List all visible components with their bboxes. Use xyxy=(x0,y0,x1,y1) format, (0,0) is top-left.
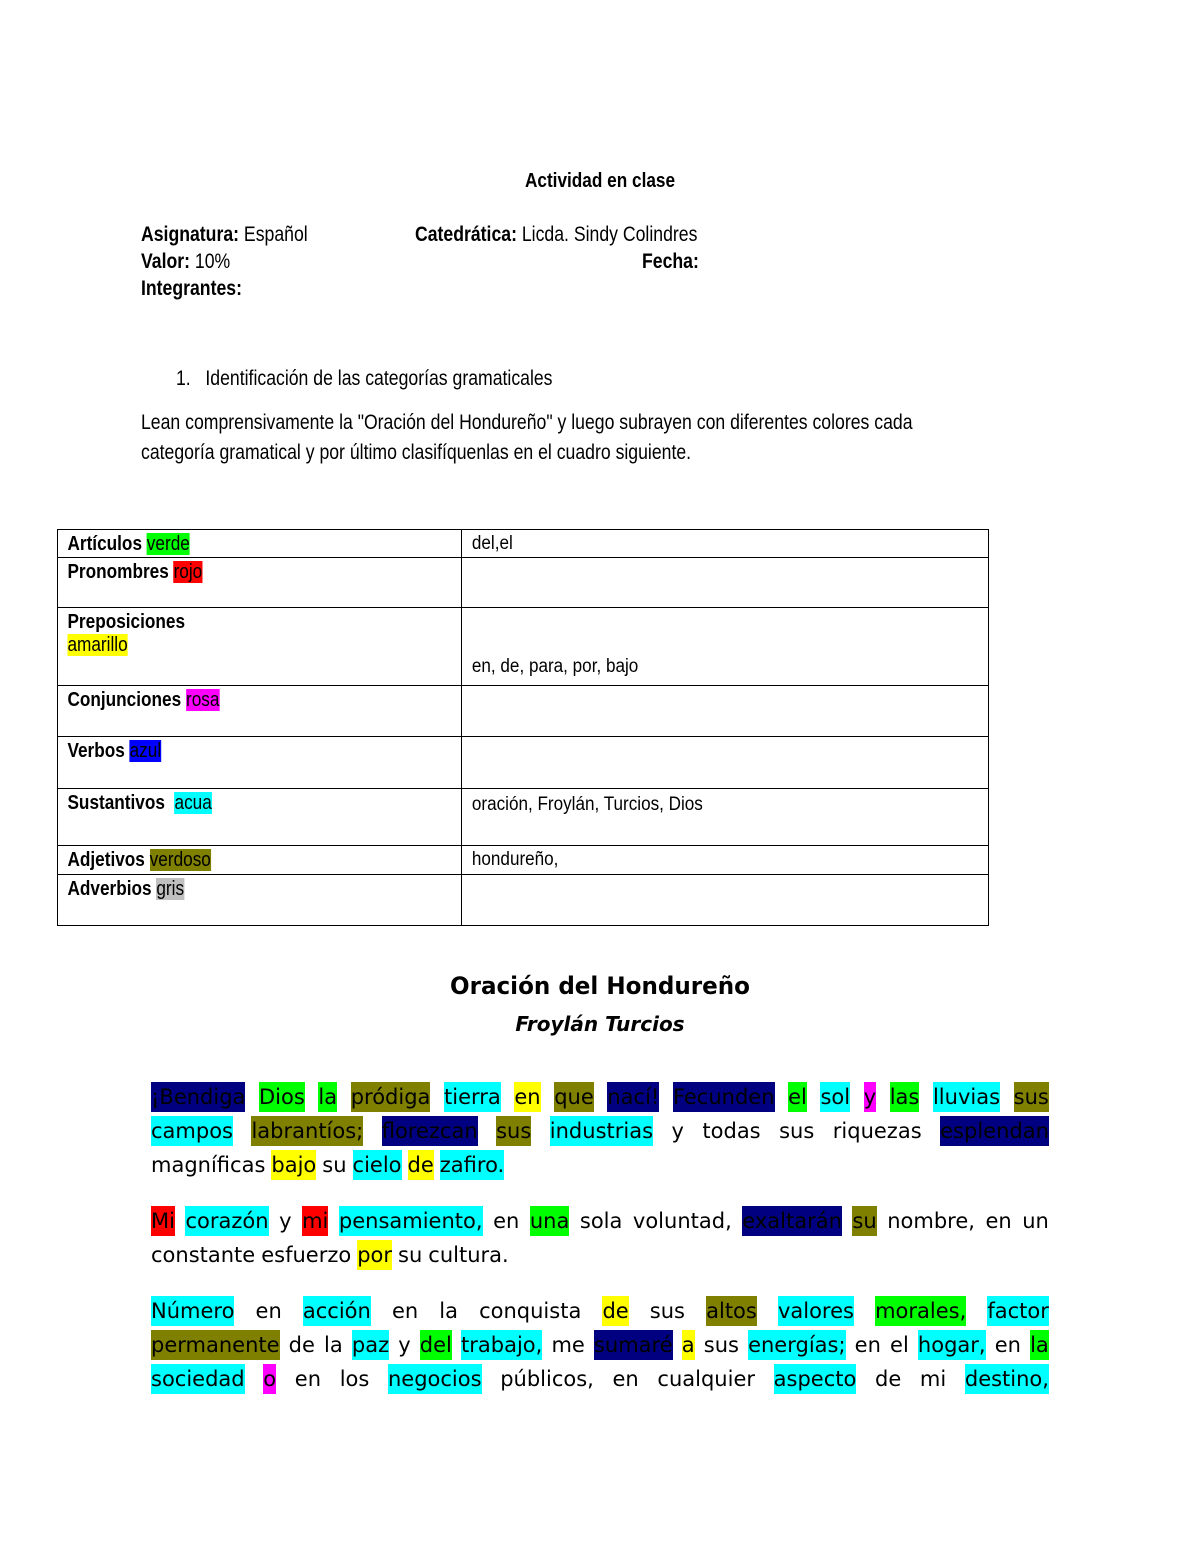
color-highlight-label: azul xyxy=(129,740,162,762)
category-examples: oración, Froylán, Turcios, Dios xyxy=(471,794,703,815)
poem-word: de xyxy=(408,1150,434,1180)
poem-word: conquista xyxy=(479,1299,582,1323)
category-name: Conjunciones xyxy=(67,689,182,711)
category-label-group xyxy=(58,789,212,815)
poem-word: sus xyxy=(703,1333,739,1357)
category-examples-cell xyxy=(462,737,989,789)
poem-word: públicos, xyxy=(500,1367,594,1391)
color-highlight-label: verde xyxy=(146,533,190,555)
poem-word: sus xyxy=(496,1116,531,1146)
category-cell xyxy=(58,737,462,789)
poem-word: Número xyxy=(151,1296,234,1326)
table-row xyxy=(58,846,989,875)
category-cell xyxy=(58,530,462,558)
category-cell xyxy=(58,875,462,926)
poem-word: sus xyxy=(1014,1082,1049,1112)
poem-word: sumaré xyxy=(594,1330,673,1360)
table-row xyxy=(58,608,989,686)
category-name: Preposiciones xyxy=(67,611,186,633)
poem-word: labrantíos; xyxy=(251,1116,363,1146)
category-label-group xyxy=(58,846,211,872)
poem-word: valores xyxy=(778,1296,854,1326)
poem-word: aspecto xyxy=(774,1364,857,1394)
poem-word: una xyxy=(530,1206,570,1236)
poem-word: en xyxy=(514,1082,540,1112)
category-cell xyxy=(58,789,462,846)
fecha-label: Fecha: xyxy=(642,250,699,273)
poem-word: florezcan xyxy=(382,1116,478,1146)
poem-word: paz xyxy=(352,1330,389,1360)
color-highlight-label: amarillo xyxy=(67,634,128,656)
category-name: Adjetivos xyxy=(67,849,145,871)
poem-word: Mi xyxy=(151,1206,175,1236)
poem-word: destino, xyxy=(965,1364,1049,1394)
category-examples: hondureño, xyxy=(471,849,559,870)
poem-word: industrias xyxy=(550,1116,653,1146)
category-name: Pronombres xyxy=(67,561,169,583)
category-examples: del,el xyxy=(471,533,513,554)
poem-line xyxy=(151,1116,1049,1146)
color-highlight-label: gris xyxy=(156,878,185,900)
poem-word: exaltarán xyxy=(742,1206,842,1236)
poem-word: constante xyxy=(151,1243,256,1267)
table-row xyxy=(58,686,989,737)
poem-word: en xyxy=(612,1367,639,1391)
poem-word: sola xyxy=(579,1209,623,1233)
poem-word: voluntad, xyxy=(632,1209,732,1233)
poem-word: mi xyxy=(302,1206,328,1236)
category-examples-cell xyxy=(462,608,989,686)
poem-word: las xyxy=(890,1082,920,1112)
list-item-text: Identificación de las categorías gramaticales xyxy=(205,367,553,390)
category-label-group xyxy=(58,558,202,584)
poem-word: su xyxy=(322,1153,347,1177)
poem-word: morales, xyxy=(875,1296,966,1326)
poem-word: corazón xyxy=(185,1206,268,1236)
poem-word: me xyxy=(551,1333,585,1357)
poem-word: un xyxy=(1022,1209,1049,1233)
poem-word: en xyxy=(854,1333,881,1357)
instruction-list-item xyxy=(176,367,553,391)
category-name: Sustantivos xyxy=(67,792,165,814)
poem-word: del xyxy=(420,1330,452,1360)
category-examples-cell xyxy=(462,530,989,558)
poem-word: permanente xyxy=(151,1330,280,1360)
poem-word: cultura. xyxy=(428,1243,509,1267)
poem-word: negocios xyxy=(388,1364,482,1394)
poem-word: y xyxy=(398,1333,411,1357)
poem-line xyxy=(151,1364,1049,1394)
poem-word: nombre, xyxy=(887,1209,975,1233)
poem-word: y xyxy=(671,1119,684,1143)
catedratica-label: Catedrática: xyxy=(415,223,517,246)
category-label-group xyxy=(58,875,184,901)
poem-line xyxy=(151,1240,1049,1270)
poem-word: por xyxy=(357,1240,392,1270)
poem-word: y xyxy=(864,1082,876,1112)
poem-word: la xyxy=(324,1333,343,1357)
poem-line xyxy=(151,1206,1049,1236)
integrantes-line xyxy=(141,277,242,301)
instructions-line-2: categoría gramatical y por último clasifíquenlas en el cuadro siguiente. xyxy=(141,441,692,464)
poem-word: esplendan xyxy=(940,1116,1049,1146)
poem-word: factor xyxy=(987,1296,1049,1326)
asignatura-label: Asignatura: xyxy=(141,223,240,246)
poem-word: cualquier xyxy=(657,1367,755,1391)
poem-word: nací! xyxy=(607,1082,659,1112)
category-name: Artículos xyxy=(67,533,143,555)
asignatura-value: Español xyxy=(243,223,308,246)
poem-line xyxy=(151,1082,1049,1112)
category-cell xyxy=(58,846,462,875)
valor-line xyxy=(141,250,230,274)
valor-value: 10% xyxy=(194,250,231,273)
table-row xyxy=(58,875,989,926)
poem-word: esfuerzo xyxy=(261,1243,352,1267)
poem-word: su xyxy=(398,1243,423,1267)
poem-word: de xyxy=(602,1296,628,1326)
poem-word: sol xyxy=(820,1082,850,1112)
poem-line xyxy=(151,1330,1049,1360)
poem-word: Fecunden xyxy=(673,1082,775,1112)
table-row xyxy=(58,737,989,789)
poem-word: de xyxy=(288,1333,315,1357)
poem-word: riquezas xyxy=(832,1119,922,1143)
poem-word: mi xyxy=(919,1367,947,1391)
poem-word: de xyxy=(875,1367,902,1391)
poem-word: a xyxy=(682,1330,695,1360)
poem-word: zafiro. xyxy=(440,1150,504,1180)
poem-word: todas xyxy=(702,1119,761,1143)
poem-word: en xyxy=(255,1299,282,1323)
poem-word: lluvias xyxy=(933,1082,1000,1112)
poem-word: pensamiento, xyxy=(339,1206,483,1236)
poem-word: en xyxy=(994,1333,1021,1357)
color-highlight-label: acua xyxy=(174,792,212,814)
poem-word: en xyxy=(493,1209,520,1233)
poem-word: tierra xyxy=(444,1082,501,1112)
table-row xyxy=(58,789,989,846)
poem-word: en xyxy=(391,1299,419,1323)
poem-line xyxy=(151,1150,1049,1180)
asignatura-line xyxy=(141,223,308,247)
category-label-group xyxy=(58,737,161,763)
poem-word: Dios xyxy=(259,1082,305,1112)
poem-word: en xyxy=(294,1367,322,1391)
instructions-line-1: Lean comprensivamente la "Oración del Hondureño" y luego subrayen con diferentes colores cada xyxy=(141,411,913,434)
poem-word: sus xyxy=(649,1299,685,1323)
category-examples-cell xyxy=(462,789,989,846)
integrantes-label: Integrantes: xyxy=(141,277,242,300)
table-row xyxy=(58,558,989,608)
catedratica-line xyxy=(415,223,697,247)
poem-word: la xyxy=(439,1299,458,1323)
catedratica-value: Licda. Sindy Colindres xyxy=(521,223,698,246)
poem-word: que xyxy=(554,1082,594,1112)
list-number: 1. xyxy=(176,367,191,390)
category-label-group xyxy=(58,530,190,556)
poem-word: ¡Bendiga xyxy=(151,1082,245,1112)
category-examples-cell xyxy=(462,875,989,926)
color-highlight-label: verdoso xyxy=(149,849,211,871)
poem-word: los xyxy=(339,1367,370,1391)
category-examples-cell xyxy=(462,558,989,608)
category-table xyxy=(57,529,989,926)
poem-word: magníficas xyxy=(151,1153,266,1177)
category-cell xyxy=(58,686,462,737)
poem-word: pródiga xyxy=(351,1082,431,1112)
poem-line xyxy=(151,1296,1049,1326)
poem-word: hogar, xyxy=(918,1330,986,1360)
poem-word: campos xyxy=(151,1116,233,1146)
category-name: Adverbios xyxy=(67,878,152,900)
category-examples-cell xyxy=(462,846,989,875)
color-highlight-label: rosa xyxy=(185,689,220,711)
fecha-line xyxy=(642,250,699,274)
poem-word: energías; xyxy=(748,1330,845,1360)
poem-author: Froylán Turcios xyxy=(515,1012,685,1036)
poem-word: y xyxy=(279,1209,292,1233)
poem-word: bajo xyxy=(271,1150,316,1180)
category-cell xyxy=(58,558,462,608)
page-title: Actividad en clase xyxy=(524,170,676,192)
category-label-group xyxy=(58,686,219,712)
category-label-group xyxy=(58,608,185,657)
poem-word: altos xyxy=(706,1296,757,1326)
valor-label: Valor: xyxy=(141,250,191,273)
poem-word: cielo xyxy=(353,1150,402,1180)
poem-title: Oración del Hondureño xyxy=(450,972,750,1000)
table-row xyxy=(58,530,989,558)
category-examples-cell xyxy=(462,686,989,737)
poem-word: sociedad xyxy=(151,1364,245,1394)
category-name: Verbos xyxy=(67,740,125,762)
poem-word: trabajo, xyxy=(461,1330,542,1360)
poem-word: sus xyxy=(779,1119,815,1143)
color-highlight-label: rojo xyxy=(173,561,203,583)
poem-word: en xyxy=(985,1209,1012,1233)
poem-word: o xyxy=(263,1364,276,1394)
poem-word: la xyxy=(318,1082,337,1112)
poem-word: la xyxy=(1030,1330,1049,1360)
category-cell xyxy=(58,608,462,686)
poem-word: su xyxy=(852,1206,876,1236)
poem-word: el xyxy=(890,1333,909,1357)
category-examples: en, de, para, por, bajo xyxy=(471,656,639,677)
poem-word: acción xyxy=(303,1296,371,1326)
poem-word: el xyxy=(788,1082,807,1112)
